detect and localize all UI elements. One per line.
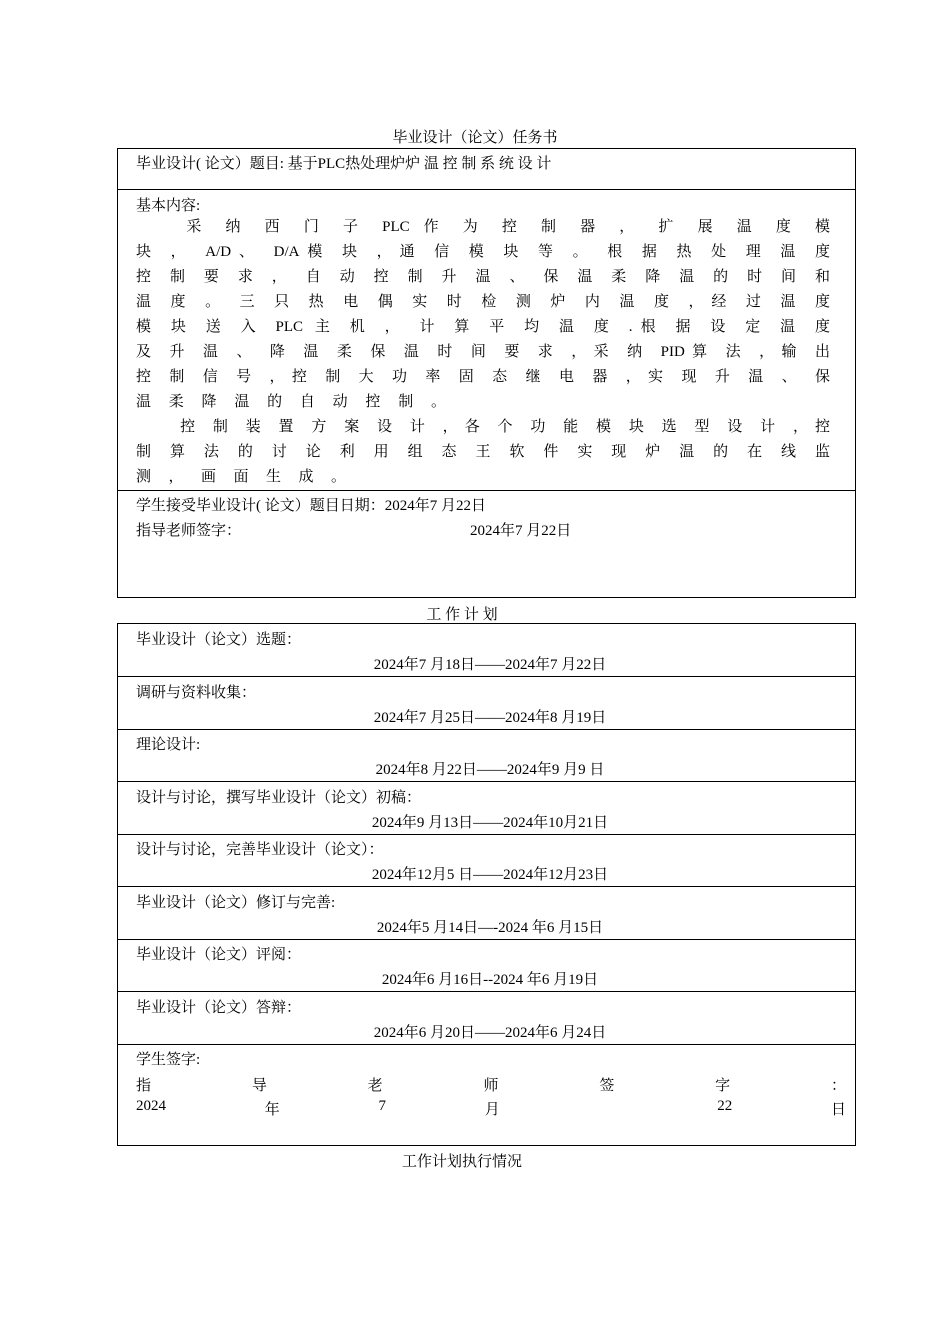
content-line: 测 ， 画 面 生 成 。 bbox=[136, 469, 346, 485]
sign-char: 导 bbox=[251, 1078, 267, 1094]
plan-row-label: 调研与资料收集： bbox=[136, 685, 257, 701]
content-line: 控 制 装 置 方 案 设 计 ，各 个 功 能 模 块 选 型 设 计 ，控 bbox=[136, 419, 830, 435]
student-sign-label: 学生签字: bbox=[136, 1052, 201, 1068]
date-part: 年 bbox=[264, 1102, 280, 1118]
task-book-title: 毕业设计（论文）任务书 bbox=[392, 130, 558, 146]
table-divider bbox=[117, 939, 856, 940]
execution-title: 工作计划执行情况 bbox=[401, 1154, 522, 1170]
sign-char: 字 bbox=[715, 1078, 731, 1094]
sign-char: 师 bbox=[483, 1078, 499, 1094]
table-divider bbox=[117, 1044, 856, 1045]
content-line: 温 度 。 三 只 热 电 偶 实 时 检 测 炉 内 温 度 ，经 过 温 度 bbox=[136, 294, 830, 310]
plan-row-label: 毕业设计（论文）选题： bbox=[136, 632, 302, 648]
advisor-sign-label: 指导老师签字： bbox=[136, 523, 242, 539]
plan-row-label: 理论设计: bbox=[136, 737, 201, 753]
content-line: 采 纳 西 门 子 PLC 作 为 控 制 器 ， 扩 展 温 度 模 bbox=[136, 219, 830, 235]
plan-row-label: 毕业设计（论文）修订与完善: bbox=[136, 895, 336, 911]
content-line: 控 制 信 号 ，控 制 大 功 率 固 态 继 电 器 ，实 现 升 温 、 保 bbox=[136, 369, 830, 385]
table-divider bbox=[117, 886, 856, 887]
advisor-sign-date: 2024年7 月22日 bbox=[470, 523, 572, 539]
table-divider bbox=[117, 729, 856, 730]
date-part bbox=[598, 1098, 618, 1119]
plan-row-date: 2024年12月5 日——2024年12月23日 bbox=[371, 867, 609, 883]
topic-line: 毕业设计( 论文）题目: 基于PLC热处理炉炉 温 控 制 系 统 设 计 bbox=[136, 156, 552, 172]
content-label: 基本内容: bbox=[136, 198, 201, 214]
date-part: 22 bbox=[717, 1098, 733, 1114]
table-divider bbox=[117, 834, 856, 835]
table-divider bbox=[117, 781, 856, 782]
date-part: 2024 bbox=[136, 1098, 166, 1114]
content-line: 控 制 要 求 ， 自 动 控 制 升 温 、 保 温 柔 降 温 的 时 间 和 bbox=[136, 269, 830, 285]
content-line: 块 ， A/D、 D/A模 块 ，通 信 模 块 等 。 根 据 热 处 理 温 度 bbox=[136, 244, 830, 260]
plan-row-label: 设计与讨论，完善毕业设计（论文）： bbox=[136, 842, 384, 858]
plan-row-date: 2024年7 月18日——2024年7 月22日 bbox=[373, 657, 607, 673]
content-line: 及 升 温 、 降 温 柔 保 温 时 间 要 求 ，采 纳 PID算 法 ，输 出 bbox=[136, 344, 830, 360]
plan-row-label: 毕业设计（论文）答辩： bbox=[136, 1000, 302, 1016]
content-line: 制 算 法 的 讨 论 利 用 组 态 王 软 件 实 现 炉 温 的 在 线 监 bbox=[136, 444, 830, 460]
plan-row-date: 2024年5 月14日—-2024 年6 月15日 bbox=[376, 920, 604, 936]
sign-date-line bbox=[136, 1098, 846, 1119]
date-part: 7 bbox=[378, 1098, 386, 1114]
work-plan-title: 工 作 计 划 bbox=[426, 607, 498, 623]
sign-char: 指 bbox=[136, 1078, 152, 1094]
plan-row-date: 2024年6 月16日--2024 年6 月19日 bbox=[381, 972, 599, 988]
date-part: 月 bbox=[484, 1102, 500, 1118]
date-part: 日 bbox=[830, 1102, 846, 1118]
table-divider bbox=[117, 676, 856, 677]
advisor-sign-line bbox=[136, 1074, 846, 1095]
table-divider bbox=[117, 991, 856, 992]
table-divider bbox=[117, 189, 856, 190]
plan-row-date: 2024年7 月25日——2024年8 月19日 bbox=[373, 710, 607, 726]
sign-char: ： bbox=[830, 1078, 846, 1094]
table-divider bbox=[117, 490, 856, 491]
plan-row-date: 2024年8 月22日——2024年9 月9 日 bbox=[375, 762, 605, 778]
plan-row-date: 2024年6 月20日——2024年6 月24日 bbox=[373, 1025, 607, 1041]
accept-date-line: 学生接受毕业设计( 论文）题目日期：2024年7 月22日 bbox=[136, 498, 486, 514]
sign-char: 签 bbox=[599, 1078, 615, 1094]
content-line: 模 块 送 入 PLC 主 机 ， 计 算 平 均 温 度 .根 据 设 定 温 度 bbox=[136, 319, 830, 335]
content-line: 温 柔 降 温 的 自 动 控 制 。 bbox=[136, 394, 446, 410]
plan-row-label: 设计与讨论，撰写毕业设计（论文）初稿： bbox=[136, 790, 422, 806]
plan-row-label: 毕业设计（论文）评阅： bbox=[136, 947, 302, 963]
plan-row-date: 2024年9 月13日——2024年10月21日 bbox=[371, 815, 609, 831]
sign-char: 老 bbox=[367, 1078, 383, 1094]
